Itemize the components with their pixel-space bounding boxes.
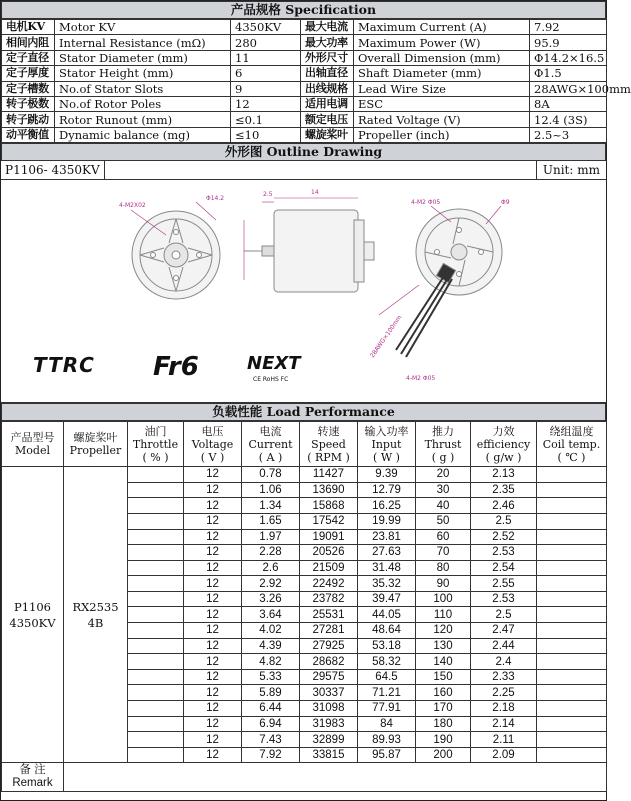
perf-cell: 5.89 (242, 685, 300, 701)
remark-label-cn: 备 注 (19, 764, 46, 777)
perf-header-unit: ( RPM ) (307, 450, 350, 464)
perf-cell: 27925 (300, 638, 358, 654)
perf-cell (537, 482, 607, 498)
back-view (379, 206, 502, 357)
perf-cell (537, 607, 607, 623)
spec-en2: Maximum Power (W) (354, 35, 530, 50)
back-dia-label: Φ9 (501, 199, 510, 207)
perf-cell: 2.92 (242, 576, 300, 592)
perf-cell: 1.97 (242, 529, 300, 545)
perf-header-cell (184, 422, 242, 467)
perf-cell (128, 560, 184, 576)
perf-cell: 27.63 (358, 545, 416, 561)
perf-cell (537, 545, 607, 561)
perf-cell (128, 623, 184, 639)
spec-en1: Internal Resistance (mΩ) (55, 35, 231, 50)
perf-cell: 50 (416, 513, 471, 529)
spec-row (2, 50, 607, 65)
spec-v2: 95.9 (530, 35, 607, 50)
perf-cell: 2.53 (471, 545, 537, 561)
perf-cell: 2.35 (471, 482, 537, 498)
perf-cell: 95.87 (358, 747, 416, 763)
spec-v1: 4350KV (231, 20, 301, 35)
next-logo-sub: CE RoHS FC (253, 376, 289, 384)
perf-header-cn: 电流 (259, 424, 282, 438)
perf-cell: 180 (416, 716, 471, 732)
perf-cell: 1.06 (242, 482, 300, 498)
perf-cell: 2.5 (471, 607, 537, 623)
perf-header-unit: ( V ) (200, 450, 225, 464)
spec-row (2, 35, 607, 50)
perf-cell: 53.18 (358, 638, 416, 654)
perf-cell: 2.55 (471, 576, 537, 592)
perf-cell: 64.5 (358, 669, 416, 685)
perf-cell (128, 669, 184, 685)
spec-en1: No.of Stator Slots (55, 81, 231, 96)
perf-cell (537, 732, 607, 748)
perf-cell: 6.94 (242, 716, 300, 732)
perf-cell: 12 (184, 638, 242, 654)
remark-label (2, 763, 64, 792)
perf-header-cell (2, 422, 64, 467)
outline-title: 外形图 Outline Drawing (1, 143, 606, 161)
spec-v2: Φ1.5 (530, 66, 607, 81)
spec-v2: 2.5~3 (530, 127, 607, 142)
perf-cell: 4.82 (242, 654, 300, 670)
perf-cell: 23782 (300, 591, 358, 607)
perf-cell: 2.4 (471, 654, 537, 670)
perf-cell: 30 (416, 482, 471, 498)
front-view (131, 202, 220, 299)
perf-cell (537, 467, 607, 483)
spec-cn2: 外形尺寸 (301, 50, 354, 65)
perf-header-cell (471, 422, 537, 467)
spec-row (2, 112, 607, 127)
perf-cell: 77.91 (358, 701, 416, 717)
perf-cell: 9.39 (358, 467, 416, 483)
perf-cell: 12 (184, 732, 242, 748)
perf-cell: 2.44 (471, 638, 537, 654)
perf-header-en: Thrust (424, 437, 462, 451)
spec-v1: 11 (231, 50, 301, 65)
spec-v2: 7.92 (530, 20, 607, 35)
table-row (2, 467, 607, 483)
perf-cell: 70 (416, 545, 471, 561)
spec-v1: 12 (231, 96, 301, 111)
perf-cell: 71.21 (358, 685, 416, 701)
perf-cell: 12.79 (358, 482, 416, 498)
perf-cell (537, 498, 607, 514)
spec-v1: ≤0.1 (231, 112, 301, 127)
perf-cell (537, 716, 607, 732)
perf-header-cn: 电压 (201, 424, 224, 438)
spec-en2: Overall Dimension (mm) (354, 50, 530, 65)
perf-cell: 5.33 (242, 669, 300, 685)
perf-cell: 58.32 (358, 654, 416, 670)
perf-cell (128, 654, 184, 670)
outline-header (1, 161, 606, 180)
motor-drawing-svg (1, 180, 606, 402)
perf-cell: 31.48 (358, 560, 416, 576)
perf-header-en: efficiency (476, 437, 531, 451)
perf-cell: 1.65 (242, 513, 300, 529)
perf-cell: 22492 (300, 576, 358, 592)
perf-header-unit: ( A ) (258, 450, 283, 464)
perf-cell (537, 560, 607, 576)
perf-cell: 31098 (300, 701, 358, 717)
perf-header-cell (416, 422, 471, 467)
spec-cn1: 转子极数 (2, 96, 55, 111)
perf-header-cn: 绕组温度 (549, 424, 594, 438)
perf-cell: 90 (416, 576, 471, 592)
perf-header-cell (537, 422, 607, 467)
perf-cell: 3.64 (242, 607, 300, 623)
perf-cell: 12 (184, 545, 242, 561)
spec-cn2: 出轴直径 (301, 66, 354, 81)
spec-v2: 28AWG×100mm (530, 81, 607, 96)
perf-header-cell (300, 422, 358, 467)
perf-cell: 12 (184, 701, 242, 717)
spec-row (2, 96, 607, 111)
perf-header-en: Coil temp. (542, 437, 601, 451)
spec-row (2, 127, 607, 142)
perf-cell (537, 638, 607, 654)
side-dim-a: 2.5 (263, 191, 273, 199)
perf-cell: 12 (184, 669, 242, 685)
perf-cell: 2.33 (471, 669, 537, 685)
remark-label-en: Remark (12, 777, 53, 790)
perf-cell: 2.54 (471, 560, 537, 576)
perf-cell: 48.64 (358, 623, 416, 639)
spec-en2: ESC (354, 96, 530, 111)
perf-cell: 7.43 (242, 732, 300, 748)
perf-cell: 2.6 (242, 560, 300, 576)
perf-cell: 40 (416, 498, 471, 514)
perf-cell: 110 (416, 607, 471, 623)
spec-en1: Rotor Runout (mm) (55, 112, 231, 127)
outline-model: P1106- 4350KV (1, 161, 105, 179)
perf-cell: 89.93 (358, 732, 416, 748)
perf-cell (128, 638, 184, 654)
perf-header-en: Speed (311, 437, 346, 451)
perf-cell: 27281 (300, 623, 358, 639)
perf-cell: 170 (416, 701, 471, 717)
spec-v1: 280 (231, 35, 301, 50)
perf-header-en: Throttle (132, 437, 179, 451)
perf-cell: 60 (416, 529, 471, 545)
model-cell (2, 467, 64, 763)
perf-header-cell (128, 422, 184, 467)
wire-label: 28AWG×100mm (368, 314, 404, 360)
spec-cn2: 最大电流 (301, 20, 354, 35)
perf-cell: 11427 (300, 467, 358, 483)
perf-cell: 16.25 (358, 498, 416, 514)
perf-header-unit: ( g/w ) (485, 450, 522, 464)
perf-cell: 4.02 (242, 623, 300, 639)
spec-row (2, 20, 607, 35)
spec-row (2, 66, 607, 81)
spec-v1: 6 (231, 66, 301, 81)
spec-v2: Φ14.2×16.5 (530, 50, 607, 65)
perf-cell: 3.26 (242, 591, 300, 607)
perf-header-en: Model (15, 444, 50, 458)
perf-cell: 29575 (300, 669, 358, 685)
front-holes-label: 4-M2X02 (119, 202, 146, 210)
perf-header-cn: 螺旋桨叶 (73, 431, 118, 445)
spec-cn2: 适用电调 (301, 96, 354, 111)
perf-cell: 2.18 (471, 701, 537, 717)
perf-cell: 20 (416, 467, 471, 483)
perf-cell: 1.34 (242, 498, 300, 514)
perf-cell: 12 (184, 607, 242, 623)
perf-cell: 21509 (300, 560, 358, 576)
perf-cell: 0.78 (242, 467, 300, 483)
spec-en1: Stator Diameter (mm) (55, 50, 231, 65)
perf-cell: 200 (416, 747, 471, 763)
fr6-logo: Fr6 (153, 352, 199, 383)
perf-cell: 12 (184, 529, 242, 545)
perf-cell: 23.81 (358, 529, 416, 545)
perf-cell: 12 (184, 482, 242, 498)
outline-unit: Unit: mm (536, 161, 606, 179)
spec-title: 产品规格 Specification (1, 1, 606, 19)
perf-cell: 12 (184, 591, 242, 607)
spec-en1: Stator Height (mm) (55, 66, 231, 81)
spec-v1: 9 (231, 81, 301, 96)
spec-row (2, 81, 607, 96)
back-holes-label: 4-M2 Φ05 (411, 199, 441, 207)
perf-cell: 2.11 (471, 732, 537, 748)
spec-en1: No.of Rotor Poles (55, 96, 231, 111)
model-line2: 4350KV (9, 615, 56, 630)
perf-table (1, 421, 607, 792)
perf-cell: 19.99 (358, 513, 416, 529)
perf-cell (537, 513, 607, 529)
propeller-cell (64, 467, 128, 763)
perf-cell: 100 (416, 591, 471, 607)
perf-cell: 6.44 (242, 701, 300, 717)
perf-header-cn: 油门 (144, 424, 167, 438)
perf-cell: 30337 (300, 685, 358, 701)
perf-header-cell (242, 422, 300, 467)
next-logo: NEXT (247, 353, 301, 375)
spec-cn2: 出线规格 (301, 81, 354, 96)
spec-cn1: 转子跳动 (2, 112, 55, 127)
perf-cell: 2.52 (471, 529, 537, 545)
perf-header-unit: ( % ) (142, 450, 169, 464)
perf-header-cell (64, 422, 128, 467)
perf-cell: 17542 (300, 513, 358, 529)
perf-cell (537, 654, 607, 670)
brand-logos (33, 352, 302, 383)
spec-en2: Shaft Diameter (mm) (354, 66, 530, 81)
perf-header-en: Input (371, 437, 402, 451)
perf-cell: 44.05 (358, 607, 416, 623)
perf-header-cn: 推力 (432, 424, 454, 438)
perf-cell: 4.39 (242, 638, 300, 654)
perf-cell: 12 (184, 498, 242, 514)
perf-cell: 2.09 (471, 747, 537, 763)
perf-cell (128, 513, 184, 529)
perf-cell (537, 685, 607, 701)
perf-header-en: Voltage (191, 437, 234, 451)
perf-cell: 13690 (300, 482, 358, 498)
spec-cn1: 定子槽数 (2, 81, 55, 96)
perf-title: 负载性能 Load Performance (1, 403, 606, 421)
prop-line2: 4B (87, 615, 104, 630)
perf-cell (128, 545, 184, 561)
perf-cell: 130 (416, 638, 471, 654)
perf-cell (537, 576, 607, 592)
perf-cell: 39.47 (358, 591, 416, 607)
remark-content (64, 763, 607, 792)
spec-v2: 12.4 (3S) (530, 112, 607, 127)
perf-cell (537, 529, 607, 545)
perf-cell (128, 482, 184, 498)
perf-cell: 2.14 (471, 716, 537, 732)
spec-en2: Rated Voltage (V) (354, 112, 530, 127)
perf-cell: 140 (416, 654, 471, 670)
perf-cell: 28682 (300, 654, 358, 670)
prop-line1: RX2535 (72, 599, 119, 614)
spec-en2: Maximum Current (A) (354, 20, 530, 35)
perf-cell: 150 (416, 669, 471, 685)
spec-v1: ≤10 (231, 127, 301, 142)
perf-cell: 12 (184, 747, 242, 763)
spec-cn1: 定子厚度 (2, 66, 55, 81)
spec-en2: Lead Wire Size (354, 81, 530, 96)
side-dim-b: 14 (311, 189, 319, 197)
perf-cell: 20526 (300, 545, 358, 561)
perf-header-en: Current (248, 437, 293, 451)
spec-v2: 8A (530, 96, 607, 111)
perf-header-unit: ( W ) (373, 450, 400, 464)
perf-cell (128, 701, 184, 717)
perf-cell: 12 (184, 685, 242, 701)
spec-table (1, 19, 631, 143)
side-view (244, 198, 374, 292)
perf-header-unit: ( ℃ ) (557, 450, 586, 464)
perf-header-cn: 输入功率 (364, 424, 409, 438)
spec-en1: Dynamic balance (mg) (55, 127, 231, 142)
spec-cn2: 最大功率 (301, 35, 354, 50)
perf-header-cell (358, 422, 416, 467)
spec-cn1: 定子直径 (2, 50, 55, 65)
perf-cell (537, 669, 607, 685)
perf-cell: 2.25 (471, 685, 537, 701)
spec-cn2: 额定电压 (301, 112, 354, 127)
perf-cell (537, 623, 607, 639)
perf-header-en: Propeller (69, 444, 122, 458)
perf-header-cn: 产品型号 (10, 431, 55, 445)
perf-cell (128, 591, 184, 607)
perf-cell: 7.92 (242, 747, 300, 763)
perf-cell: 2.28 (242, 545, 300, 561)
back-holes-label-2: 4-M2 Φ05 (406, 375, 436, 383)
perf-cell (128, 607, 184, 623)
perf-cell: 2.46 (471, 498, 537, 514)
perf-cell (128, 467, 184, 483)
perf-cell: 12 (184, 467, 242, 483)
perf-cell: 12 (184, 513, 242, 529)
spec-cn2: 螺旋桨叶 (301, 127, 354, 142)
perf-cell: 35.32 (358, 576, 416, 592)
front-dia-label: Φ14.2 (206, 195, 225, 203)
perf-header-cn: 转速 (317, 424, 340, 438)
perf-cell: 120 (416, 623, 471, 639)
perf-cell (128, 529, 184, 545)
perf-cell (537, 747, 607, 763)
perf-cell: 190 (416, 732, 471, 748)
spec-cn1: 动平衡值 (2, 127, 55, 142)
spec-cn1: 相间内阻 (2, 35, 55, 50)
perf-cell: 25531 (300, 607, 358, 623)
perf-cell: 12 (184, 623, 242, 639)
perf-cell: 2.47 (471, 623, 537, 639)
perf-cell: 80 (416, 560, 471, 576)
perf-cell: 19091 (300, 529, 358, 545)
perf-cell: 15868 (300, 498, 358, 514)
model-line1: P1106 (13, 599, 51, 614)
perf-cell: 12 (184, 560, 242, 576)
perf-cell (128, 685, 184, 701)
spec-en1: Motor KV (55, 20, 231, 35)
perf-cell: 84 (358, 716, 416, 732)
perf-cell: 160 (416, 685, 471, 701)
perf-cell: 2.13 (471, 467, 537, 483)
perf-header-unit: ( g ) (431, 450, 455, 464)
perf-cell: 32899 (300, 732, 358, 748)
perf-header-cn: 力效 (492, 424, 515, 438)
perf-cell: 12 (184, 716, 242, 732)
perf-cell: 2.53 (471, 591, 537, 607)
ttrc-logo: TTRC (33, 353, 95, 378)
perf-cell: 2.5 (471, 513, 537, 529)
perf-cell (128, 576, 184, 592)
perf-cell: 12 (184, 576, 242, 592)
perf-cell (128, 498, 184, 514)
perf-cell (128, 716, 184, 732)
spec-cn1: 电机KV (2, 20, 55, 35)
perf-cell (128, 732, 184, 748)
perf-cell: 33815 (300, 747, 358, 763)
spec-en2: Propeller (inch) (354, 127, 530, 142)
perf-cell (537, 701, 607, 717)
perf-cell: 31983 (300, 716, 358, 732)
perf-cell (537, 591, 607, 607)
perf-cell (128, 747, 184, 763)
outline-drawing (1, 180, 606, 403)
perf-cell: 12 (184, 654, 242, 670)
